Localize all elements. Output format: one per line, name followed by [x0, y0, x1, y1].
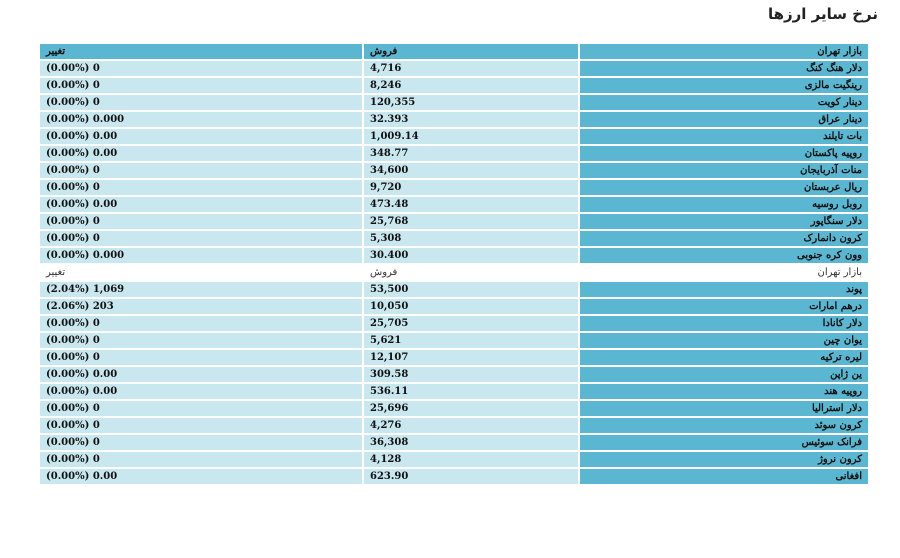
currency-name: فرانک سوئیس — [580, 435, 868, 450]
sell-price: 5,308 — [364, 231, 578, 246]
currency-name: روپیه هند — [580, 384, 868, 399]
price-change: 0 (0.00%) — [40, 180, 362, 195]
sell-price: 5,621 — [364, 333, 578, 348]
sell-price: 12,107 — [364, 350, 578, 365]
sell-price: 32.393 — [364, 112, 578, 127]
price-change: 0.00 (0.00%) — [40, 469, 362, 484]
currency-name: ریال عربستان — [580, 180, 868, 195]
sell-price: 9,720 — [364, 180, 578, 195]
currency-name: پوند — [580, 282, 868, 297]
price-change: 203 (2.06%) — [40, 299, 362, 314]
sell-price: 120,355 — [364, 95, 578, 110]
price-change: 0 (0.00%) — [40, 316, 362, 331]
currency-name: درهم امارات — [580, 299, 868, 314]
currency-name: روبل روسیه — [580, 197, 868, 212]
table-row — [40, 418, 868, 433]
table-row — [40, 180, 868, 195]
currency-name: بات تایلند — [580, 129, 868, 144]
subheader-market: بازار تهران — [580, 265, 868, 280]
price-change: 0 (0.00%) — [40, 214, 362, 229]
header-change: تغییر — [40, 44, 362, 59]
price-change: 0.000 (0.00%) — [40, 112, 362, 127]
table-row — [40, 282, 868, 297]
price-change: 0 (0.00%) — [40, 418, 362, 433]
price-change: 0.00 (0.00%) — [40, 129, 362, 144]
currency-name: کرون سوئد — [580, 418, 868, 433]
header-market: بازار تهران — [580, 44, 868, 59]
table-row — [40, 452, 868, 467]
sell-price: 4,716 — [364, 61, 578, 76]
price-change: 0 (0.00%) — [40, 163, 362, 178]
table-row — [40, 197, 868, 212]
currency-name: منات آذربایجان — [580, 163, 868, 178]
table-row — [40, 146, 868, 161]
page-title: نرخ سایر ارزها — [767, 5, 878, 23]
sell-price: 30.400 — [364, 248, 578, 263]
currency-name: وون کره جنوبی — [580, 248, 868, 263]
currency-name: کرون دانمارک — [580, 231, 868, 246]
table-row — [40, 231, 868, 246]
price-change: 0 (0.00%) — [40, 231, 362, 246]
currency-name: رینگیت مالزی — [580, 78, 868, 93]
table-row — [40, 61, 868, 76]
sell-price: 34,600 — [364, 163, 578, 178]
currency-name: ین ژاپن — [580, 367, 868, 382]
subheader-change: تغییر — [40, 265, 362, 280]
currency-name: افغانی — [580, 469, 868, 484]
table-row — [40, 367, 868, 382]
currency-name: روپیه پاکستان — [580, 146, 868, 161]
price-change: 0.00 (0.00%) — [40, 384, 362, 399]
price-change: 0 (0.00%) — [40, 401, 362, 416]
table-row — [40, 248, 868, 263]
sell-price: 25,696 — [364, 401, 578, 416]
sell-price: 25,705 — [364, 316, 578, 331]
price-change: 0 (0.00%) — [40, 350, 362, 365]
currency-name: یوان چین — [580, 333, 868, 348]
sell-price: 10,050 — [364, 299, 578, 314]
currency-name: دلار سنگاپور — [580, 214, 868, 229]
table-row — [40, 95, 868, 110]
currency-name: دینار کویت — [580, 95, 868, 110]
table-row — [40, 78, 868, 93]
price-change: 0 (0.00%) — [40, 333, 362, 348]
price-change: 0 (0.00%) — [40, 95, 362, 110]
table-row — [40, 333, 868, 348]
currency-rates-table — [38, 42, 870, 486]
sell-price: 25,768 — [364, 214, 578, 229]
sell-price: 1,009.14 — [364, 129, 578, 144]
sell-price: 4,128 — [364, 452, 578, 467]
currency-rates-body — [40, 44, 868, 484]
table-row — [40, 316, 868, 331]
table-row — [40, 384, 868, 399]
sell-price: 8,246 — [364, 78, 578, 93]
table-row — [40, 163, 868, 178]
price-change: 0.00 (0.00%) — [40, 146, 362, 161]
sell-price: 36,308 — [364, 435, 578, 450]
currency-name: کرون نروژ — [580, 452, 868, 467]
currency-name: دلار استرالیا — [580, 401, 868, 416]
sell-price: 348.77 — [364, 146, 578, 161]
sell-price: 536.11 — [364, 384, 578, 399]
sell-price: 53,500 — [364, 282, 578, 297]
sell-price: 309.58 — [364, 367, 578, 382]
sell-price: 4,276 — [364, 418, 578, 433]
currency-name: دینار عراق — [580, 112, 868, 127]
subheader-sell: فروش — [364, 265, 578, 280]
table-subheader-row — [40, 265, 868, 280]
table-row — [40, 129, 868, 144]
table-row — [40, 112, 868, 127]
price-change: 0.00 (0.00%) — [40, 197, 362, 212]
currency-name: لیره ترکیه — [580, 350, 868, 365]
price-change: 0 (0.00%) — [40, 78, 362, 93]
table-row — [40, 401, 868, 416]
table-row — [40, 435, 868, 450]
header-sell: فروش — [364, 44, 578, 59]
table-row — [40, 350, 868, 365]
table-row — [40, 299, 868, 314]
price-change: 0.000 (0.00%) — [40, 248, 362, 263]
sell-price: 473.48 — [364, 197, 578, 212]
price-change: 0.00 (0.00%) — [40, 367, 362, 382]
sell-price: 623.90 — [364, 469, 578, 484]
table-row — [40, 214, 868, 229]
table-row — [40, 469, 868, 484]
table-header-row — [40, 44, 868, 59]
currency-name: دلار کانادا — [580, 316, 868, 331]
price-change: 0 (0.00%) — [40, 61, 362, 76]
price-change: 1,069 (2.04%) — [40, 282, 362, 297]
price-change: 0 (0.00%) — [40, 435, 362, 450]
currency-name: دلار هنگ کنگ — [580, 61, 868, 76]
price-change: 0 (0.00%) — [40, 452, 362, 467]
